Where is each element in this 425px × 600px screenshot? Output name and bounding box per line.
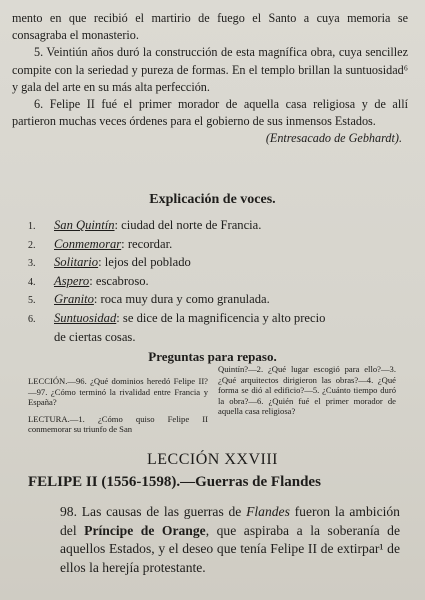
vocabulary-item [28, 217, 408, 236]
vocabulary-definition: : se dice de la magnificencia y alto precio [116, 310, 326, 325]
reading-label: LECTURA. [28, 413, 70, 424]
vocabulary-term: Granito [54, 292, 94, 307]
paragraph-bold: Príncipe de Orange [84, 522, 206, 538]
paragraph-text: Las causas de las guerras de [77, 504, 247, 519]
vocabulary-item [28, 291, 408, 310]
lesson-title: LECCIÓN XXVIII [147, 451, 278, 468]
paragraph-text: , que aspiraba a la soberanía de aquellos Estados, y el deseo que tenía Felipe II de extirpar¹ de ellos la herejía protestante. [60, 522, 401, 575]
reading-questions-text: —1. ¿Cómo quiso Felipe II conmemorar su triunfo de San [28, 413, 208, 435]
lesson-paragraph-98 [60, 503, 400, 577]
reading-questions [28, 414, 208, 435]
vocabulary-list [28, 217, 408, 345]
vocabulary-term: Conmemorar [54, 236, 122, 251]
vocabulary-item [28, 310, 408, 345]
lesson-heading: FELIPE II (1556-1598).—Guerras de Flandes [28, 474, 321, 490]
paragraph-emphasis: Flandes [246, 504, 290, 519]
vocabulary-term: Aspero [54, 273, 90, 288]
reading-questions-continued: Quintín?—2. ¿Qué lugar escogió para ello?—3. ¿Qué arquitectos dirigieron las obras?—4. ¿Qué forma se dió al edificio?—5. ¿Cuánto tiempo duró la obra?—6. ¿Quién fué el primer morador de aquella casa religiosa? [218, 364, 396, 417]
vocabulary-definition-continued: de ciertas cosas. [54, 329, 136, 344]
vocabulary-definition: : escabroso. [89, 273, 149, 288]
review-questions-right [218, 364, 396, 423]
review-questions-left [28, 376, 208, 441]
vocabulary-item [28, 254, 408, 273]
reading-item-5: 5. Veintiún años duró la construcción de esta magnífica obra, cuya sencillez compite con la seriedad y pureza de formas. En el templo brillan la suntuosidad⁶ y gala del arte en su más alta perfección. [12, 45, 408, 94]
vocabulary-item [28, 273, 408, 292]
reading-text [12, 10, 408, 148]
vocabulary-item [28, 236, 408, 255]
vocabulary-number: 4. [28, 276, 36, 288]
lesson-questions [28, 376, 208, 408]
source-citation: (Entresacado de Gebhardt). [265, 131, 402, 146]
reading-item-6: 6. Felipe II fué el primer morador de aquella casa religiosa y de allí partieron muchas veces órdenes para el gobierno de sus inmensos Estados. [12, 97, 408, 129]
paragraph-text: fueron la ambición del [60, 504, 400, 538]
paragraph-number: 98. [60, 504, 77, 519]
vocabulary-definition: : lejos del poblado [98, 255, 191, 270]
vocabulary-number: 2. [28, 239, 36, 251]
vocabulary-number: 3. [28, 258, 36, 270]
vocabulary-title: Explicación de voces. [149, 192, 276, 207]
vocabulary-number: 6. [28, 313, 36, 325]
vocabulary-definition: : ciudad del norte de Francia. [114, 218, 262, 232]
vocabulary-term: Solitario [54, 255, 99, 270]
vocabulary-definition: : roca muy dura y como granulada. [93, 292, 270, 307]
vocabulary-term: San Quintín [54, 218, 115, 232]
lesson-label: LECCIÓN. [28, 376, 68, 386]
reading-line-1: mento en que recibió el martirio de fuego el Santo a cuya memoria se consagraba el monasterio. [12, 11, 408, 43]
vocabulary-definition: : recordar. [121, 236, 173, 251]
vocabulary-number: 1. [28, 221, 36, 232]
vocabulary-number: 5. [28, 295, 36, 307]
review-questions-title: Preguntas para repaso. [148, 349, 277, 364]
vocabulary-term: Suntuosidad [54, 310, 117, 325]
lesson-questions-text: —96. ¿Qué dominios heredó Felipe II?—97. ¿Cómo terminó la rivalidad entre Francia y España? [28, 376, 208, 408]
